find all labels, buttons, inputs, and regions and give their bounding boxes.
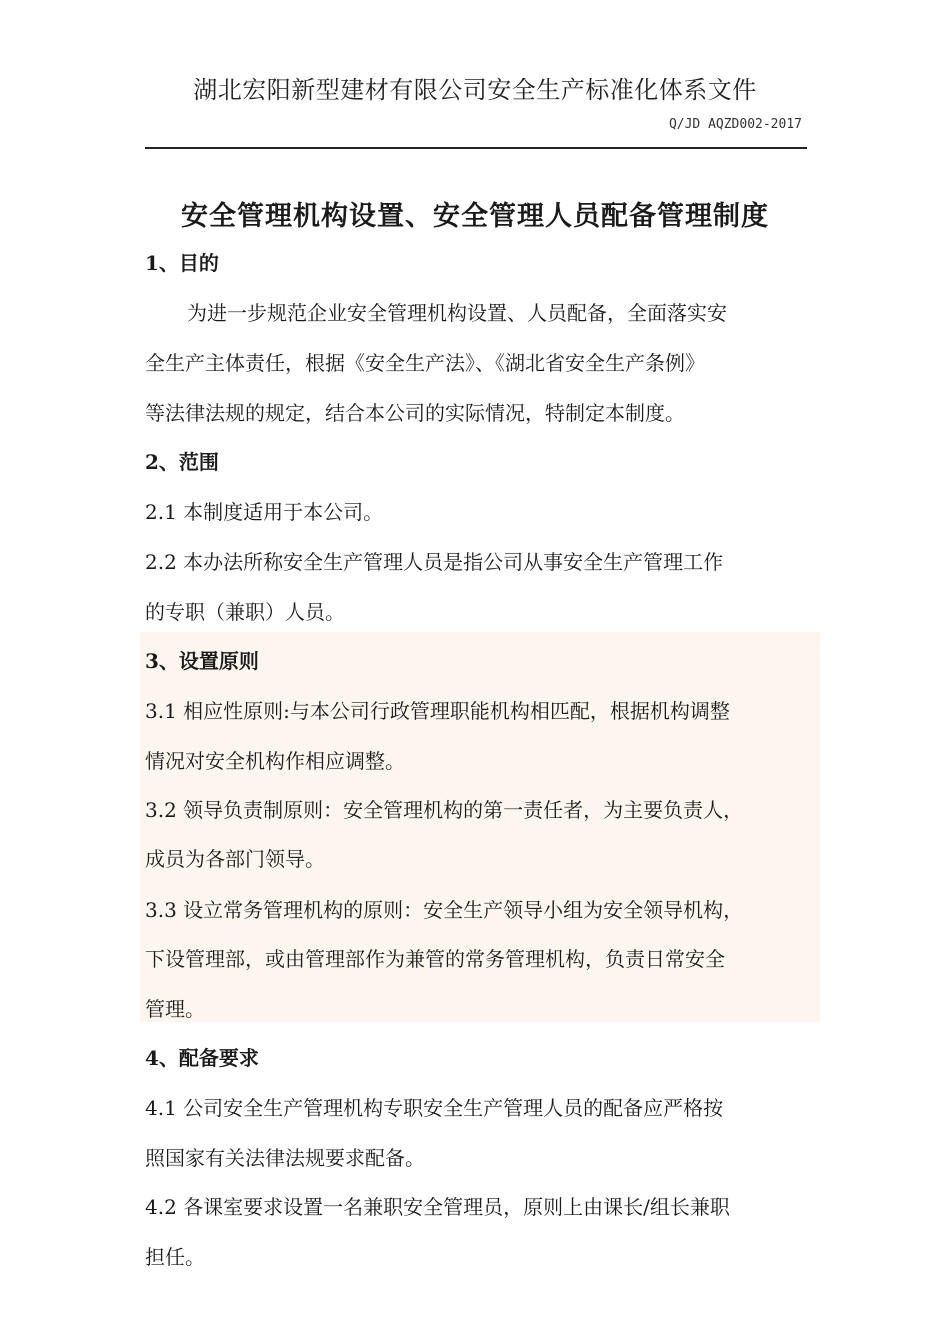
- section-4-line: 4.1 公司安全生产管理机构专职安全生产管理人员的配备应严格按: [145, 1096, 724, 1120]
- section-4-line: 4.2 各课室要求设置一名兼职安全管理员，原则上由课长/组长兼职: [145, 1195, 730, 1219]
- section-3-line: 3.1 相应性原则:与本公司行政管理职能机构相匹配，根据机构调整: [145, 699, 730, 723]
- section-4-heading: 4、配备要求: [145, 1046, 259, 1070]
- document-code: Q/JD AQZD002-2017: [668, 117, 802, 132]
- header-company-title: 湖北宏阳新型建材有限公司安全生产标准化体系文件: [193, 76, 757, 104]
- section-1-line: 全生产主体责任，根据《安全生产法》、《湖北省安全生产条例》: [145, 351, 705, 375]
- section-1-line: 为进一步规范企业安全管理机构设置、人员配备，全面落实安: [187, 301, 727, 325]
- section-2-heading: 2、范围: [145, 450, 219, 474]
- section-3-line: 3.3 设立常务管理机构的原则：安全生产领导小组为安全领导机构，: [145, 898, 744, 922]
- section-3-line: 情况对安全机构作相应调整。: [145, 749, 405, 773]
- section-3-line: 成员为各部门领导。: [145, 847, 325, 871]
- section-3-heading: 3、设置原则: [145, 649, 259, 673]
- document-title: 安全管理机构设置、安全管理人员配备管理制度: [181, 201, 769, 232]
- section-3-line: 管理。: [145, 997, 205, 1021]
- section-3-line: 下设管理部，或由管理部作为兼管的常务管理机构，负责日常安全: [145, 947, 725, 971]
- section-2-line: 2.1 本制度适用于本公司。: [145, 500, 384, 524]
- section-2-line: 的专职（兼职）人员。: [145, 600, 345, 624]
- section-1-line: 等法律法规的规定，结合本公司的实际情况，特制定本制度。: [145, 401, 685, 425]
- header-divider: [145, 147, 807, 149]
- section-2-line: 2.2 本办法所称安全生产管理人员是指公司从事安全生产管理工作: [145, 550, 724, 574]
- section-1-heading: 1、目的: [145, 251, 219, 275]
- section-3-line: 3.2 领导负责制原则：安全管理机构的第一责任者，为主要负责人，: [145, 798, 744, 822]
- section-4-line: 担任。: [145, 1245, 205, 1269]
- section-4-line: 照国家有关法律法规要求配备。: [145, 1146, 425, 1170]
